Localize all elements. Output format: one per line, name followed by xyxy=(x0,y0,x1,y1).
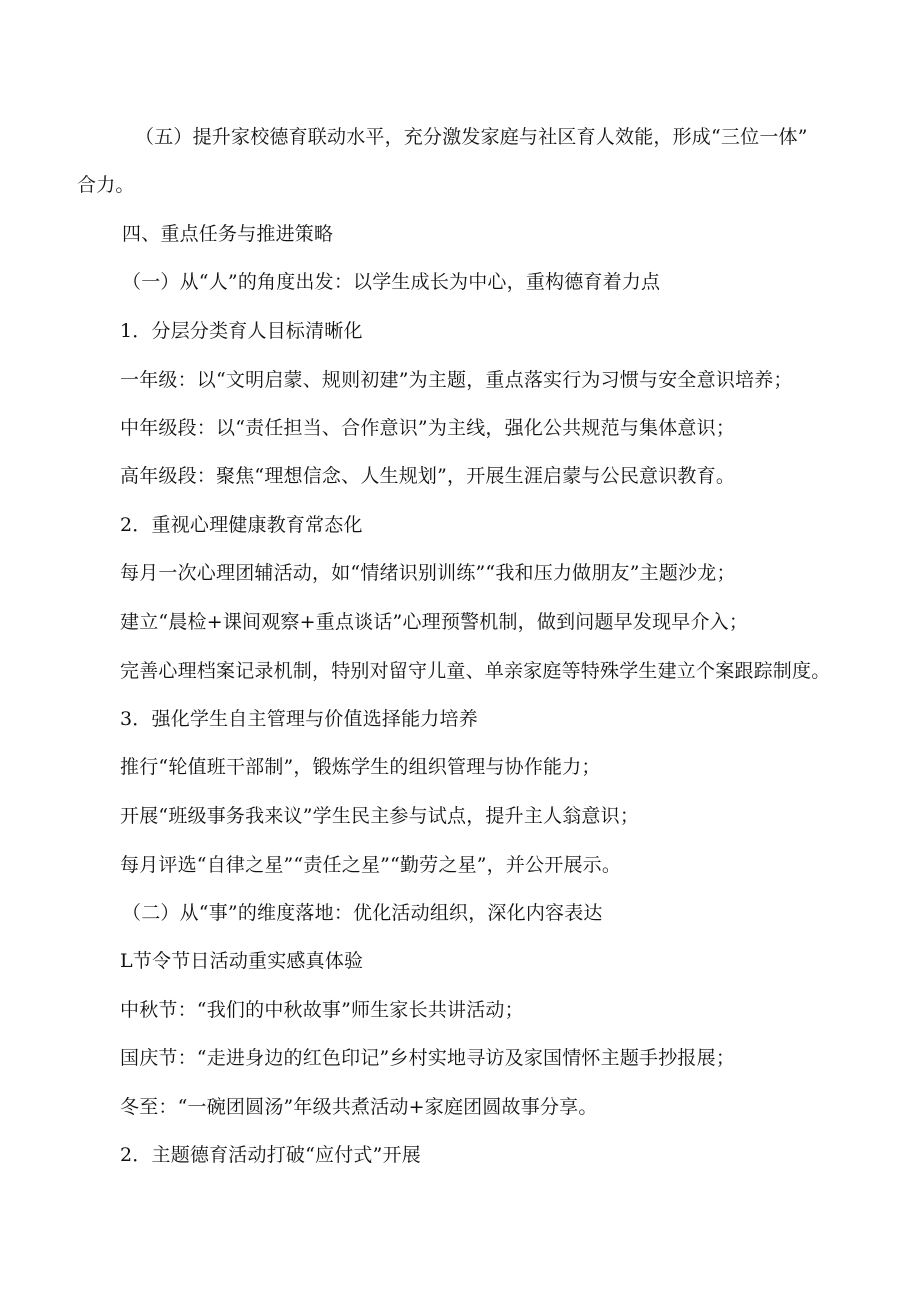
section-heading-four: 四、重点任务与推进策略 xyxy=(122,223,334,245)
item-heading-1: 1．分层分类育人目标清晰化 xyxy=(120,320,363,342)
item-1-line-a: 一年级：以“文明启蒙、规则初建”为主题，重点落实行为习惯与安全意识培养； xyxy=(120,369,793,391)
item-1-line-b: 中年级段：以“责任担当、合作意识”为主线，强化公共规范与集体意识； xyxy=(120,417,736,439)
item-3-line-c: 每月评选“自律之星”“责任之星”“勤劳之星”，并公开展示。 xyxy=(120,854,622,876)
item-4-line-c: 冬至：“一碗团圆汤”年级共煮活动+家庭团圆故事分享。 xyxy=(120,1096,598,1118)
item-2-line-a: 每月一次心理团辅活动，如“情绪识别训练”“我和压力做朋友”主题沙龙； xyxy=(120,562,736,584)
item-heading-3: 3．强化学生自主管理与价值选择能力培养 xyxy=(120,708,478,730)
item-heading-4: L节令节日活动重实感真体验 xyxy=(120,950,364,972)
item-4-line-b: 国庆节：“走进身边的红色印记”乡村实地寻访及家国情怀主题手抄报展； xyxy=(120,1047,736,1069)
item-heading-2: 2．重视心理健康教育常态化 xyxy=(120,514,363,536)
paragraph-five-continuation: 合力。 xyxy=(77,174,135,196)
item-3-line-b: 开展“班级事务我来议”学生民主参与试点，提升主人翁意识； xyxy=(120,805,640,827)
item-4-line-a: 中秋节：“我们的中秋故事”师生家长共讲活动； xyxy=(120,999,524,1021)
paragraph-five: （五）提升家校德育联动水平，充分激发家庭与社区育人效能，形成“三位一体” xyxy=(135,126,808,148)
item-2-line-c: 完善心理档案记录机制，特别对留守儿童、单亲家庭等特殊学生建立个案跟踪制度。 xyxy=(120,660,831,682)
item-2-line-b: 建立“晨检+课间观察+重点谈话”心理预警机制，做到问题早发现早介入； xyxy=(120,611,749,633)
item-1-line-c: 高年级段：聚焦“理想信念、人生规划”，开展生涯启蒙与公民意识教育。 xyxy=(120,465,736,487)
subsection-heading-two: （二）从“事”的维度落地：优化活动组织，深化内容表达 xyxy=(122,902,603,924)
item-3-line-a: 推行“轮值班干部制”，锻炼学生的组织管理与协作能力； xyxy=(120,756,601,778)
subsection-heading-one: （一）从“人”的角度出发：以学生成长为中心，重构德育着力点 xyxy=(122,271,661,293)
item-heading-5: 2．主题德育活动打破“应付式”开展 xyxy=(120,1144,421,1166)
